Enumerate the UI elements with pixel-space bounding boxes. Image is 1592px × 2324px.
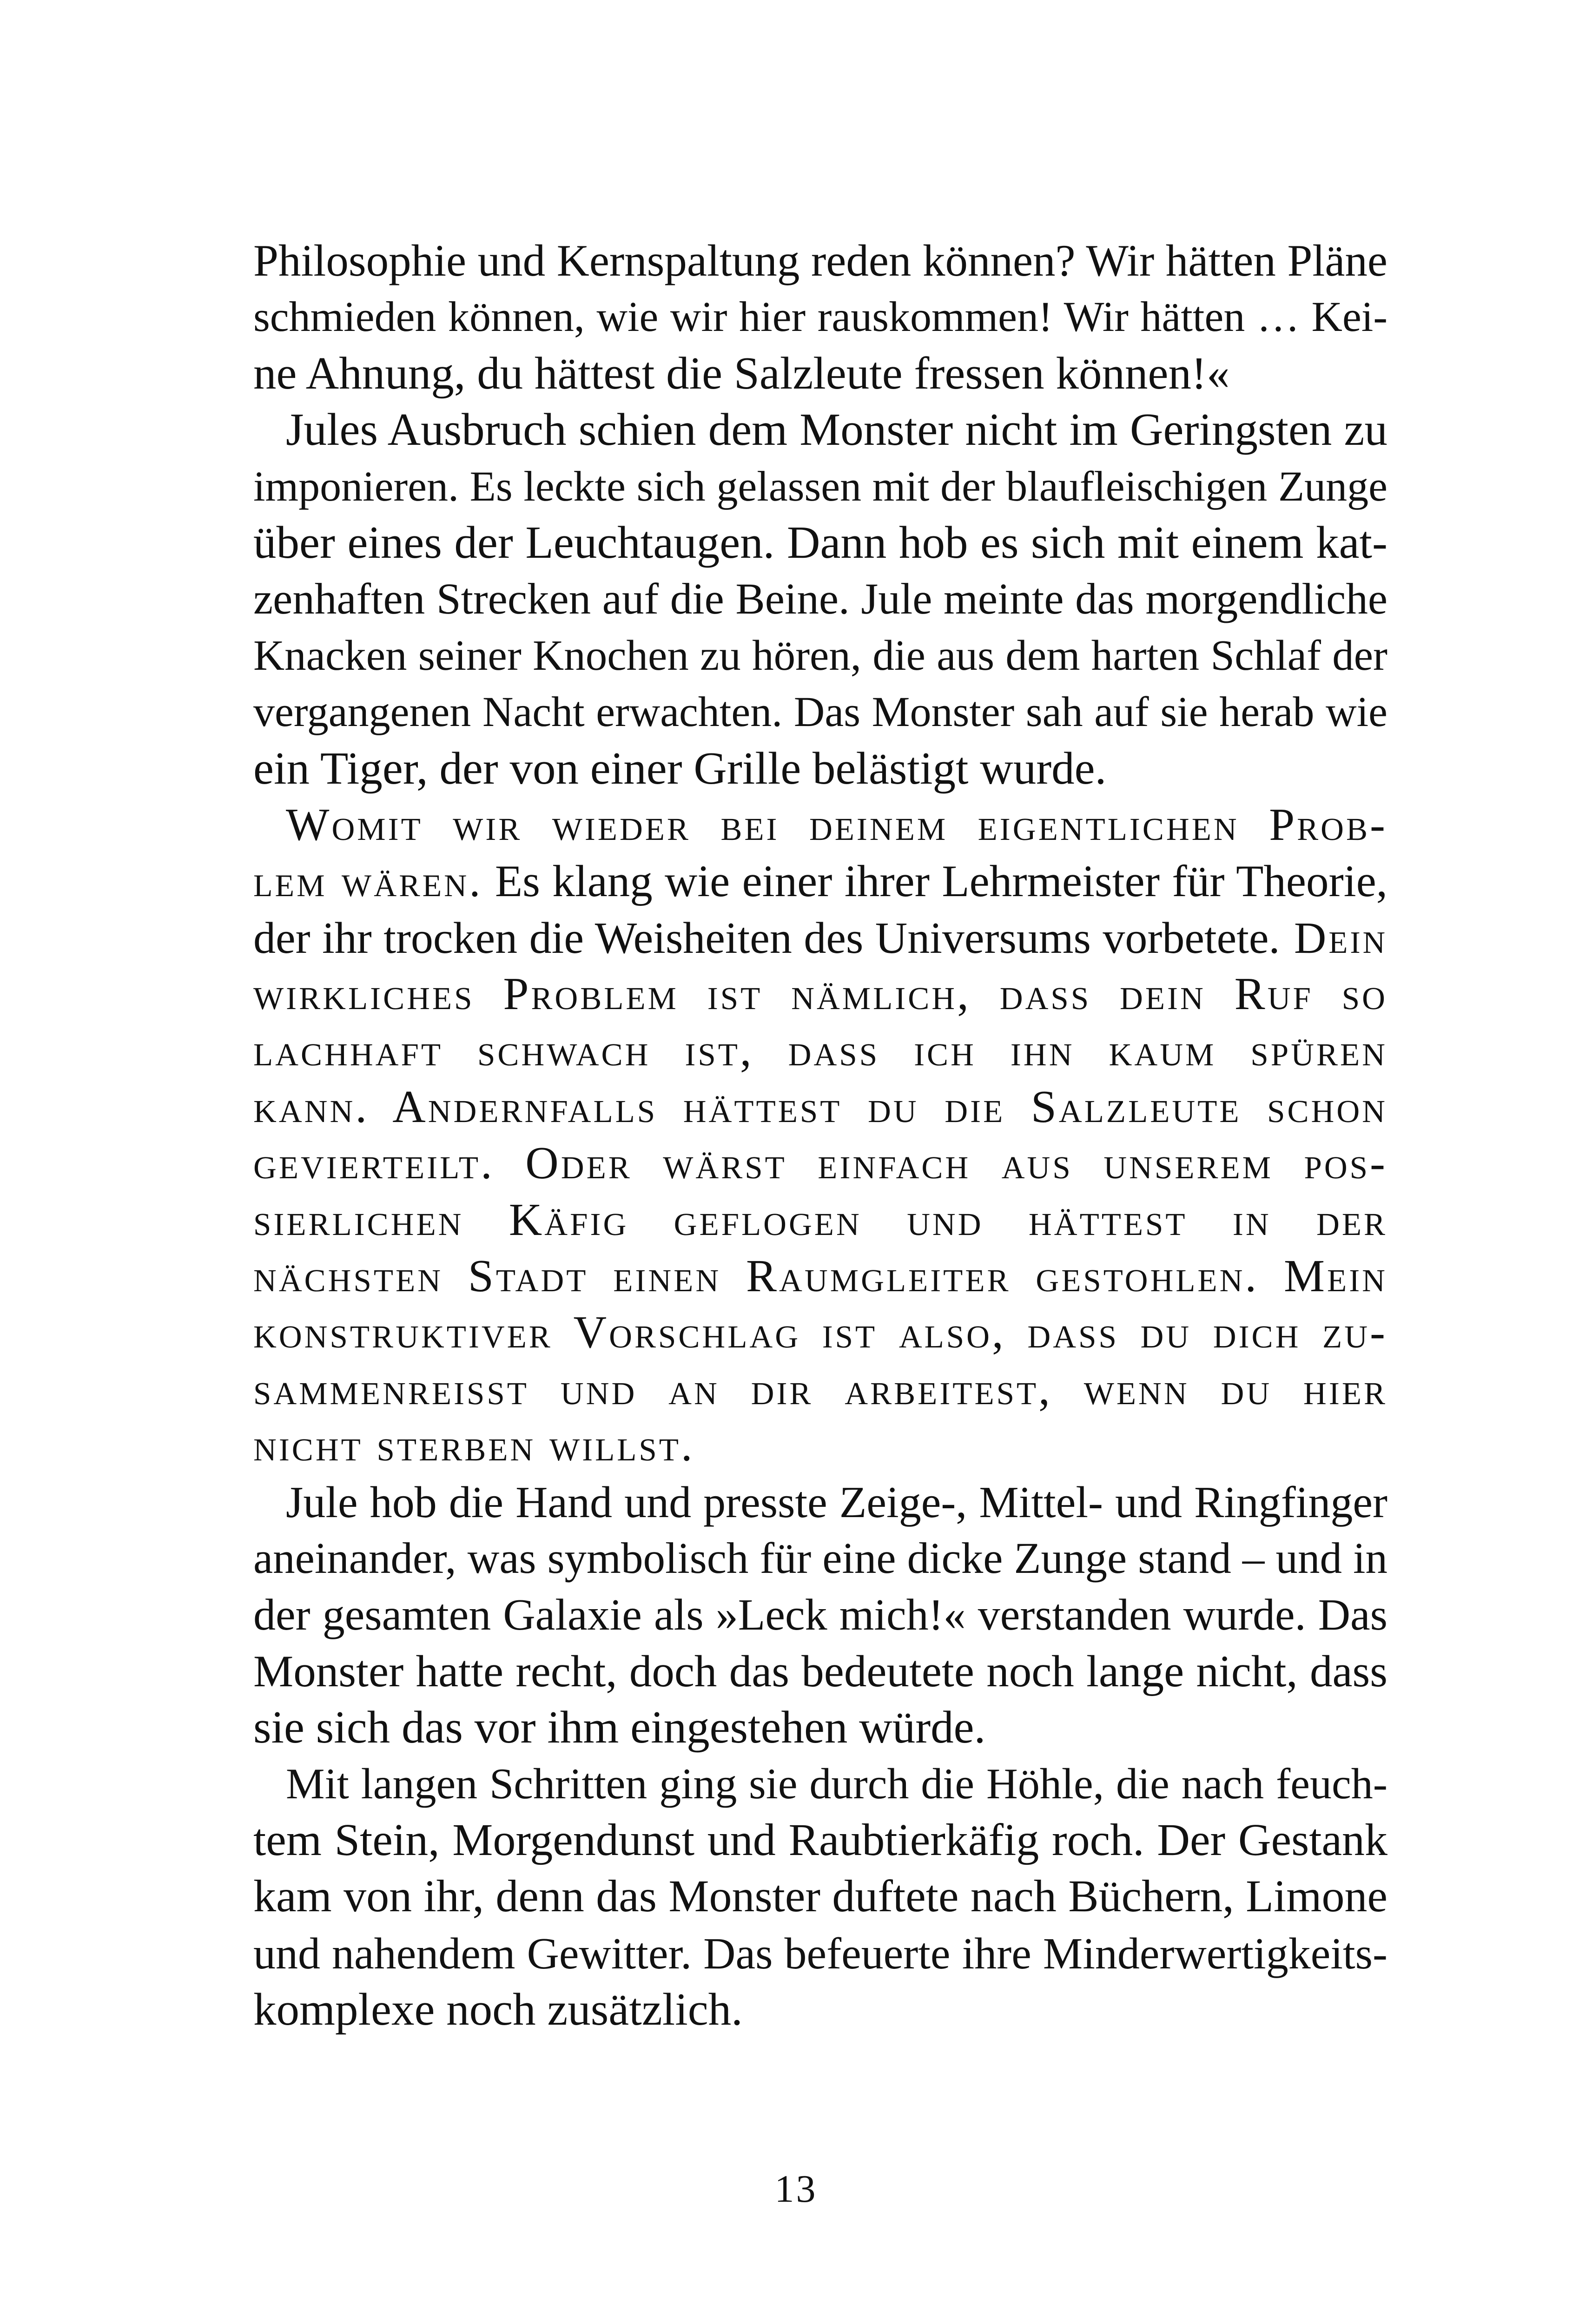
small-caps-run: kann. Andernfalls hättest du die Salzleute schon xyxy=(253,1081,1387,1132)
text-run: sie sich das vor ihm eingestehen würde. xyxy=(253,1702,986,1753)
small-caps-run: Womit wir wieder bei deinem eigentlichen Prob- xyxy=(286,799,1387,850)
text-line xyxy=(253,1079,1387,1135)
small-caps-run: lachhaft schwach ist, dass ich ihn kaum spüren xyxy=(253,1025,1387,1076)
text-run: Jule hob die Hand und presste Zeige-, Mittel- und Ringfinger xyxy=(286,1477,1387,1527)
small-caps-run: nicht sterben willst. xyxy=(253,1420,695,1471)
text-line xyxy=(253,1304,1387,1360)
text-run: imponieren. Es leckte sich gelassen mit der blaufleischigen Zunge xyxy=(253,462,1387,510)
text-line xyxy=(253,1022,1387,1078)
text-line xyxy=(253,458,1387,515)
text-line xyxy=(253,1699,1387,1756)
text-run: Philosophie und Kernspaltung reden können? Wir hätten Pläne xyxy=(253,236,1387,285)
small-caps-run: Dein xyxy=(1280,912,1388,963)
text-line xyxy=(253,1586,1387,1643)
text-run: über eines der Leuchtaugen. Dann hob es sich mit einem kat- xyxy=(253,517,1387,568)
text-run: schmieden können, wie wir hier rauskommen! Wir hätten … Kei- xyxy=(253,293,1387,341)
text-line xyxy=(253,1868,1387,1925)
text-run: zenhaften Strecken auf die Beine. Jule meinte das morgendliche xyxy=(253,574,1387,624)
text-line xyxy=(253,740,1387,797)
text-run: vergangenen Nacht erwachten. Das Monster sah auf sie herab wie xyxy=(253,688,1387,736)
text-line xyxy=(253,402,1387,458)
text-line xyxy=(253,1361,1387,1417)
text-line xyxy=(253,910,1387,966)
text-line xyxy=(253,853,1387,909)
text-run: kam von ihr, denn das Monster duftete nach Büchern, Limone xyxy=(253,1871,1387,1922)
text-line xyxy=(253,1474,1387,1530)
small-caps-run: nächsten Stadt einen Raumgleiter gestohlen. Mein xyxy=(253,1251,1387,1302)
text-line xyxy=(253,797,1387,853)
text-line xyxy=(253,1812,1387,1868)
body-text xyxy=(253,232,1387,2038)
text-line xyxy=(253,966,1387,1022)
text-line xyxy=(253,515,1387,571)
text-run: Mit langen Schritten ging sie durch die Höhle, die nach feuch- xyxy=(286,1759,1387,1808)
text-line xyxy=(253,289,1387,345)
small-caps-run: konstruktiver Vorschlag ist also, dass du dich zu- xyxy=(253,1307,1387,1358)
page-number: 13 xyxy=(774,2167,818,2211)
text-line xyxy=(253,627,1387,684)
text-line xyxy=(253,1981,1387,2038)
text-line xyxy=(253,684,1387,740)
text-run: Jules Ausbruch schien dem Monster nicht im Geringsten zu xyxy=(286,404,1387,456)
text-run: komplexe noch zusätzlich. xyxy=(253,1984,743,2035)
text-run: aneinander, was symbolisch für eine dicke Zunge stand – und in xyxy=(253,1533,1387,1583)
text-run: ne Ahnung, du hättest die Salzleute fressen können!« xyxy=(253,348,1230,399)
text-line xyxy=(253,1530,1387,1586)
text-run: Knacken seiner Knochen zu hören, die aus dem harten Schlaf der xyxy=(253,631,1387,680)
text-line xyxy=(253,571,1387,627)
text-line xyxy=(253,1417,1387,1473)
small-caps-run: sammenreisst und an dir arbeitest, wenn du hier xyxy=(253,1363,1387,1414)
text-line xyxy=(253,1925,1387,1981)
text-line xyxy=(253,1756,1387,1812)
small-caps-run: gevierteilt. Oder wärst einfach aus unserem pos- xyxy=(253,1138,1387,1189)
text-run: der ihr trocken die Weisheiten des Universums vorbetete. xyxy=(253,912,1280,963)
text-line xyxy=(253,1643,1387,1699)
text-run: Es klang wie einer ihrer Lehrmeister für Theorie, xyxy=(482,856,1388,906)
text-line xyxy=(253,1248,1387,1304)
text-line xyxy=(253,1192,1387,1248)
text-run: und nahendem Gewitter. Das befeuerte ihre Minderwertigkeits- xyxy=(253,1928,1387,1978)
small-caps-run: wirkliches Problem ist nämlich, dass dein Ruf so xyxy=(253,969,1387,1020)
small-caps-run: lem wären. xyxy=(253,856,483,906)
text-run: Monster hatte recht, doch das bedeutete noch lange nicht, dass xyxy=(253,1646,1387,1696)
text-run: ein Tiger, der von einer Grille belästigt wurde. xyxy=(253,743,1107,794)
text-run: der gesamten Galaxie als »Leck mich!« verstanden wurde. Das xyxy=(253,1590,1387,1640)
small-caps-run: sierlichen Käfig geflogen und hättest in der xyxy=(253,1194,1387,1245)
text-line xyxy=(253,1135,1387,1191)
text-line xyxy=(253,232,1387,289)
text-run: tem Stein, Morgendunst und Raubtierkäfig roch. Der Gestank xyxy=(253,1815,1387,1865)
text-line xyxy=(253,345,1387,402)
